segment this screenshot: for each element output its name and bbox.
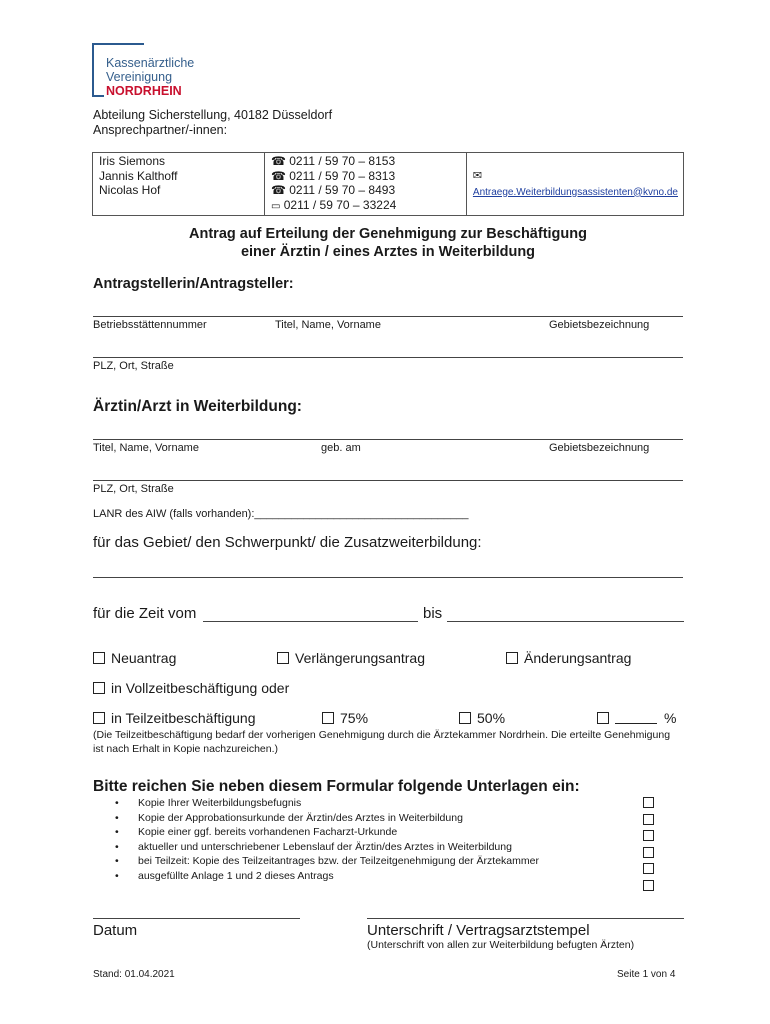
documents-list [114, 796, 624, 884]
signature-label: Unterschrift / Vertragsarztstempel [367, 922, 590, 939]
p75-label: 75% [340, 710, 369, 726]
footer-stand: Stand: 01.04.2021 [93, 969, 175, 980]
document-checkbox[interactable] [643, 863, 654, 874]
period-to-line[interactable] [447, 621, 684, 622]
verlaengerung-option[interactable] [277, 650, 425, 666]
percent-sign: % [664, 710, 677, 726]
neuantrag-option[interactable] [93, 650, 176, 666]
contact-name: Nicolas Hof [99, 183, 161, 197]
logo-line-2: Vereinigung [106, 70, 173, 84]
department: Abteilung Sicherstellung, 40182 Düsseldorf [93, 108, 333, 122]
signature-note: (Unterschrift von allen zur Weiterbildung befugten Ärzten) [367, 939, 635, 951]
contact-name: Iris Siemons [99, 154, 166, 168]
document-item: • Kopie Ihrer Weiterbildungsbefugnis [114, 796, 624, 811]
date-line[interactable] [93, 918, 300, 919]
contact-phones-cell [264, 153, 466, 216]
document-checkbox[interactable] [643, 880, 654, 891]
phone-row [271, 169, 461, 184]
applicant-heading: Antragstellerin/Antragsteller: [93, 276, 294, 292]
aenderung-option[interactable] [506, 650, 631, 666]
document-item: • bei Teilzeit: Kopie des Teilzeitantrages bzw. der Teilzeitgenehmigung der Ärztekammer [114, 854, 624, 869]
phone-row [271, 183, 461, 198]
title-line-2: einer Ärztin / eines Arztes in Weiterbildung [240, 244, 536, 260]
custom-percent-option[interactable] [597, 710, 615, 726]
custom-percent-line[interactable] [615, 723, 657, 724]
date-label: Datum [93, 922, 138, 939]
document-item: • aktueller und unterschriebener Lebenslauf der Ärztin/des Arztes in Weiterbildung [114, 840, 624, 855]
vollzeit-option[interactable] [93, 680, 289, 696]
field-heading: für das Gebiet/ den Schwerpunkt/ die Zusatzweiterbildung: [93, 534, 482, 551]
p50-option[interactable] [459, 710, 505, 726]
contact-name: Jannis Kalthoff [99, 168, 178, 183]
custom-percent-checkbox[interactable] [597, 712, 609, 724]
document-item: • Kopie der Approbationsurkunde der Ärztin/des Arztes in Weiterbildung [114, 811, 624, 826]
department-block [93, 108, 332, 138]
label-bsnr: Betriebsstättennummer [93, 319, 207, 331]
label-trainee-name: Titel, Name, Vorname [93, 442, 199, 454]
fax-row [271, 198, 461, 215]
fax-icon: ▭ [270, 200, 281, 212]
p50-checkbox[interactable] [459, 712, 471, 724]
label-applicant-area: Gebietsbezeichnung [549, 319, 650, 331]
phone-icon: ☎ [270, 168, 286, 183]
label-applicant-address: PLZ, Ort, Straße [93, 360, 174, 372]
phone-number: 0211 / 59 70 – 8153 [289, 154, 396, 168]
vollzeit-checkbox[interactable] [93, 682, 105, 694]
trainee-line-2[interactable] [93, 480, 683, 481]
teilzeit-label: in Teilzeitbeschäftigung [111, 710, 256, 726]
phone-icon: ☎ [270, 183, 286, 197]
vollzeit-label: in Vollzeitbeschäftigung oder [111, 680, 290, 696]
aenderung-label: Änderungsantrag [524, 650, 632, 666]
document-item: • Kopie einer ggf. bereits vorhandenen Facharzt-Urkunde [114, 825, 624, 840]
trainee-line-1[interactable] [93, 439, 683, 440]
contact-email-cell [466, 153, 683, 216]
envelope-icon: ✉ [472, 170, 483, 182]
label-trainee-address: PLZ, Ort, Straße [93, 483, 174, 495]
p75-checkbox[interactable] [322, 712, 334, 724]
footer-page: Seite 1 von 4 [617, 969, 676, 980]
neuantrag-label: Neuantrag [111, 650, 177, 666]
label-trainee-area: Gebietsbezeichnung [549, 442, 650, 454]
p50-label: 50% [477, 710, 506, 726]
document-checkbox[interactable] [643, 797, 654, 808]
phone-row [271, 154, 461, 169]
neuantrag-checkbox[interactable] [93, 652, 105, 664]
period-to-label: bis [423, 605, 443, 622]
label-applicant-name: Titel, Name, Vorname [275, 319, 381, 331]
title-line-1: Antrag auf Erteilung der Genehmigung zur Beschäftigung [189, 226, 587, 242]
contact-names-cell [93, 153, 265, 216]
parttime-note: (Die Teilzeitbeschäftigung bedarf der vorherigen Genehmigung durch die Ärztekammer Nordrhein. Die erteilte Genehmigung ist nach Erhalt in Kopie nachzureichen.) [93, 729, 671, 755]
phone-icon: ☎ [270, 154, 286, 168]
document-item: • ausgefüllte Anlage 1 und 2 dieses Antrags [114, 869, 624, 884]
lanr-field[interactable]: LANR des AIW (falls vorhanden):___________________________________ [93, 508, 469, 520]
logo-line-3: NORDRHEIN [106, 84, 182, 98]
contacts-label: Ansprechpartner/-innen: [93, 123, 228, 137]
document-checkboxes [643, 797, 654, 896]
logo-frame-top [92, 43, 144, 45]
logo [106, 56, 194, 98]
applicant-line-1[interactable] [93, 316, 683, 317]
p75-option[interactable] [322, 710, 368, 726]
document-checkbox[interactable] [643, 814, 654, 825]
logo-frame [92, 43, 104, 97]
document-checkbox[interactable] [643, 830, 654, 841]
teilzeit-checkbox[interactable] [93, 712, 105, 724]
trainee-heading: Ärztin/Arzt in Weiterbildung: [93, 398, 302, 415]
teilzeit-option[interactable] [93, 710, 256, 726]
label-trainee-birth: geb. am [321, 442, 361, 454]
documents-heading: Bitte reichen Sie neben diesem Formular folgende Unterlagen ein: [93, 778, 580, 795]
email-link[interactable]: Antraege.Weiterbildungsassistenten@kvno.de [472, 186, 678, 198]
contact-table [92, 152, 684, 216]
aenderung-checkbox[interactable] [506, 652, 518, 664]
verlaengerung-label: Verlängerungsantrag [295, 650, 425, 666]
verlaengerung-checkbox[interactable] [277, 652, 289, 664]
period-from-line[interactable] [203, 621, 418, 622]
signature-line[interactable] [367, 918, 684, 919]
form-title [93, 225, 683, 261]
fax-number: 0211 / 59 70 – 33224 [283, 197, 397, 212]
period-from-label: für die Zeit vom [93, 605, 197, 622]
phone-number: 0211 / 59 70 – 8493 [289, 183, 396, 197]
logo-line-1: Kassenärztliche [106, 56, 195, 70]
document-checkbox[interactable] [643, 847, 654, 858]
field-line[interactable] [93, 577, 683, 578]
applicant-line-2[interactable] [93, 357, 683, 358]
phone-number: 0211 / 59 70 – 8313 [289, 168, 396, 183]
